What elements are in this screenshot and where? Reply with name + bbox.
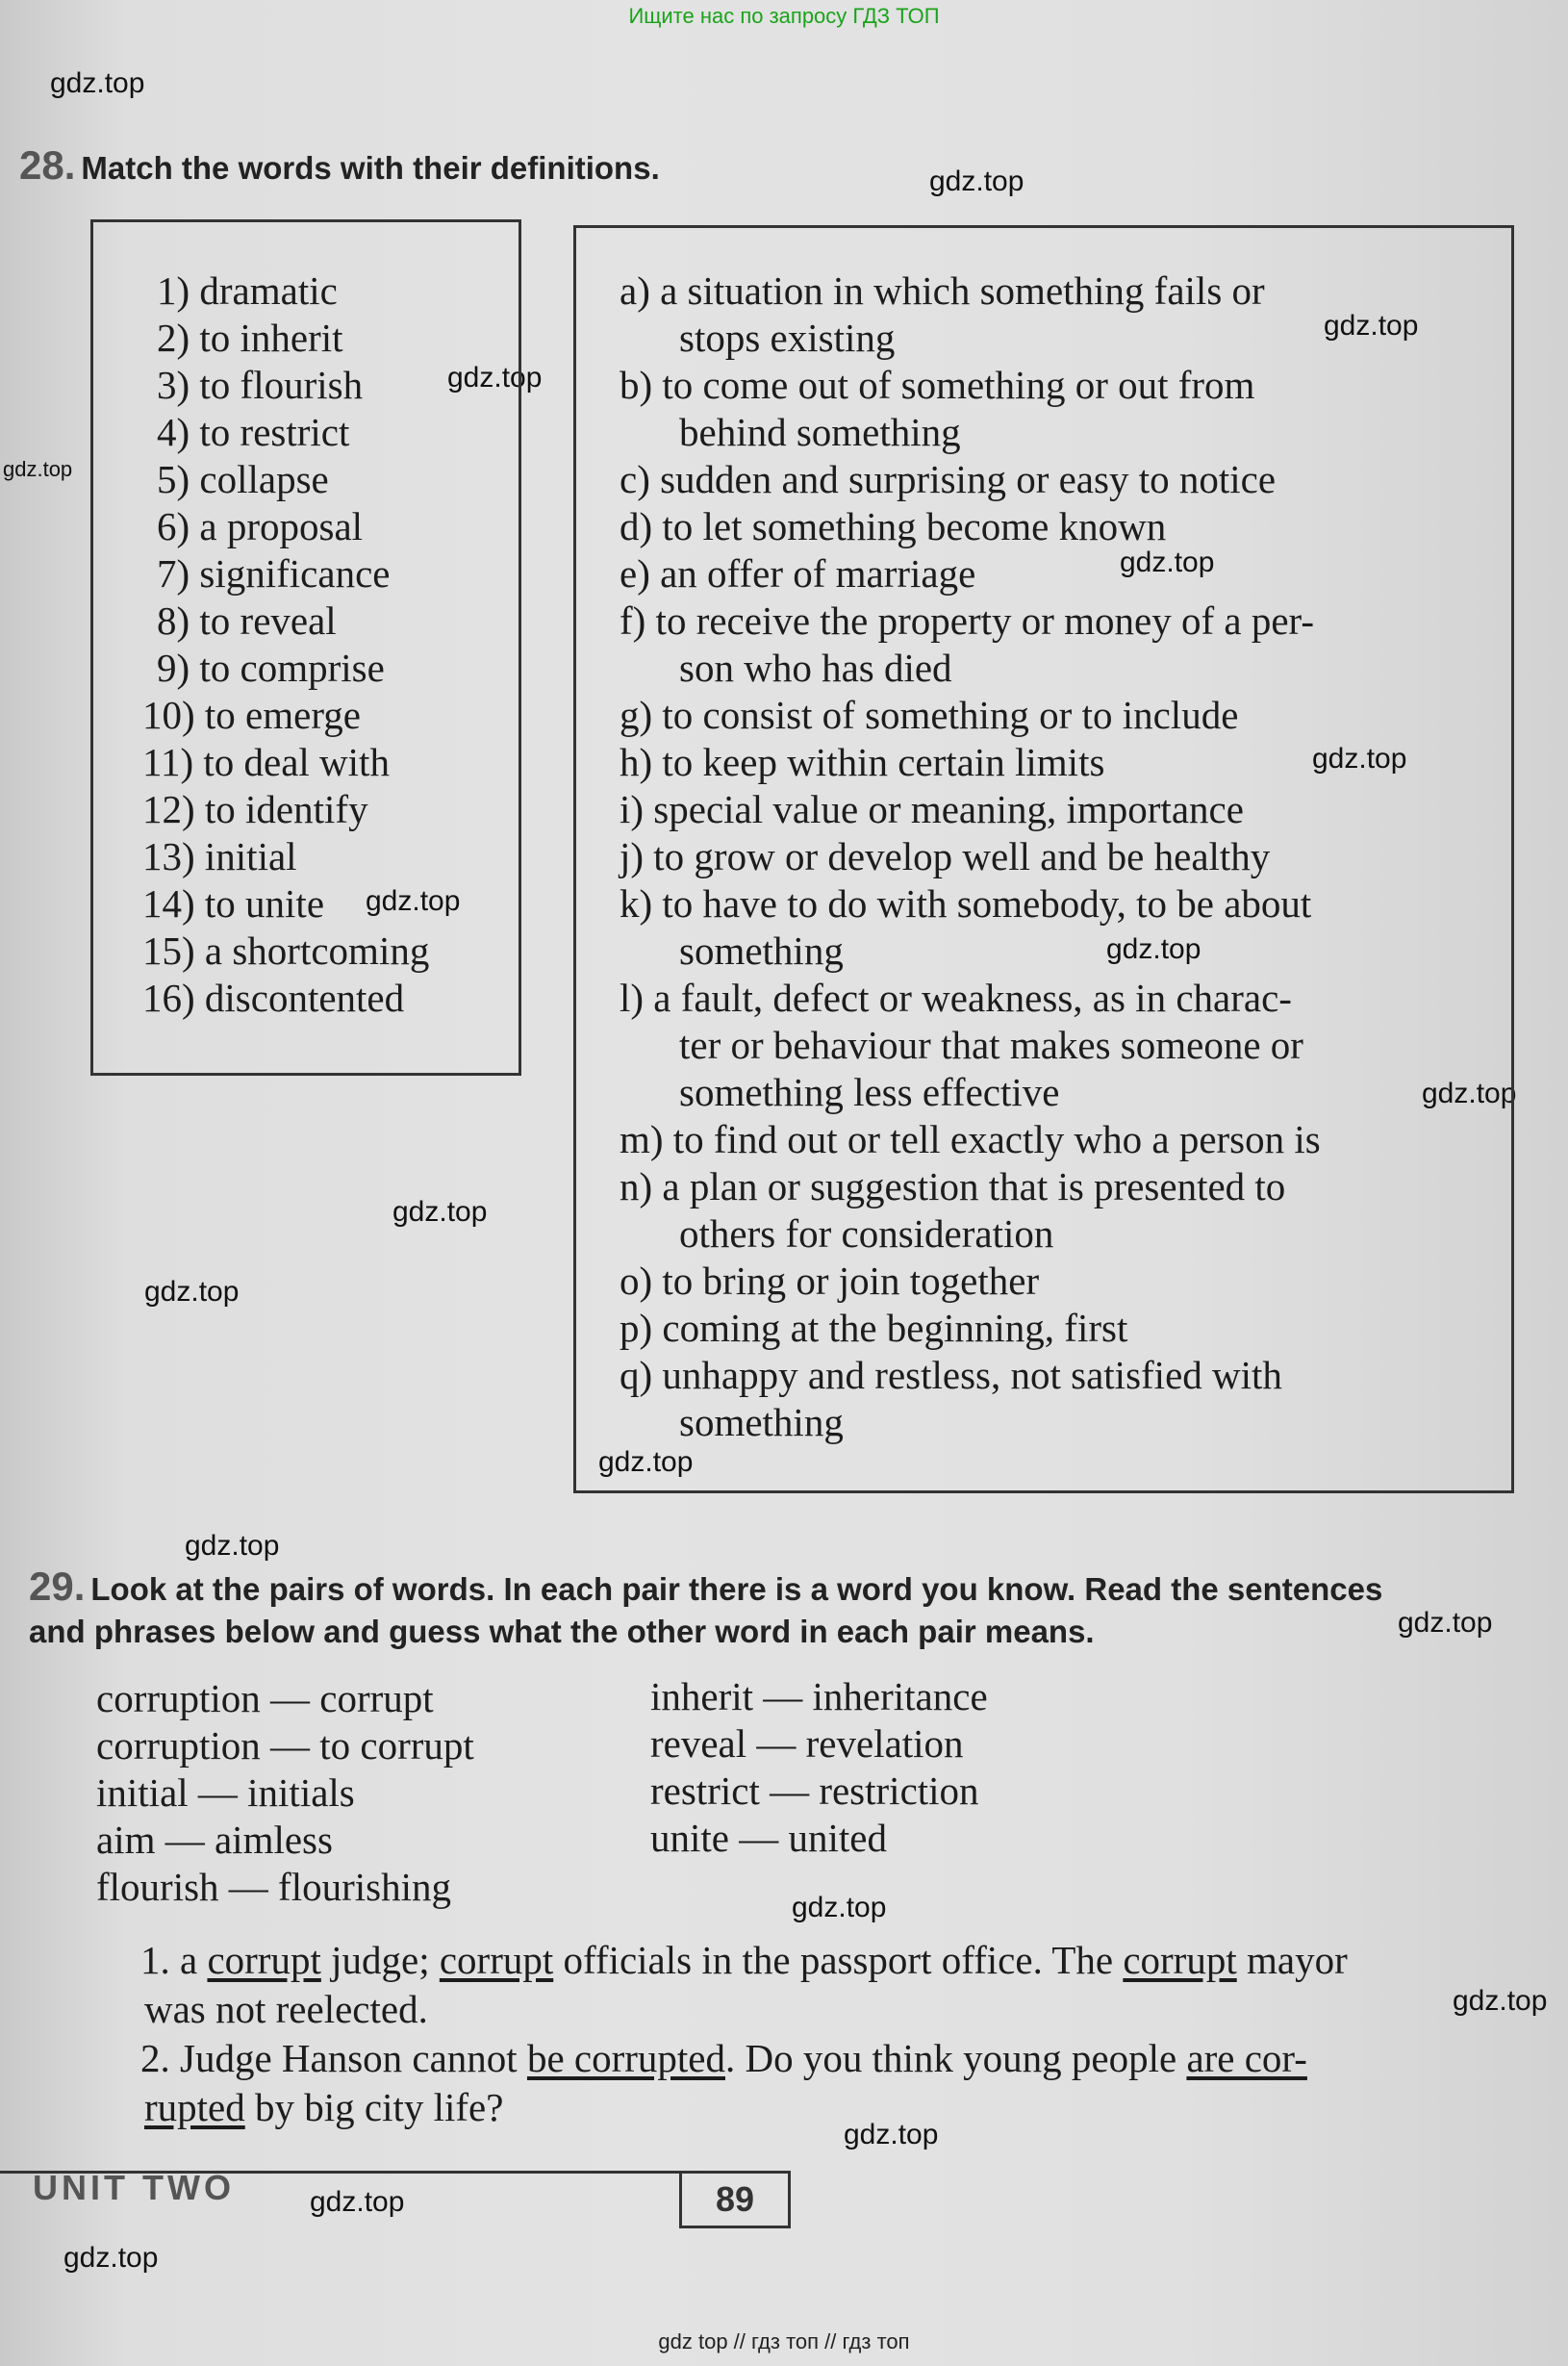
text: by big city life? (244, 2085, 504, 2129)
word-item: 8) to reveal (157, 598, 337, 643)
definition-line: q) unhappy and restless, not satisfied with (620, 1353, 1282, 1397)
top-banner[interactable]: Ищите нас по запросу ГДЗ ТОП (628, 4, 940, 28)
definition-line: son who has died (679, 646, 952, 690)
word-pair: flourish — flourishing (96, 1865, 451, 1909)
text: 1. a (140, 1938, 208, 1982)
word-item: 3) to flourish (157, 363, 364, 407)
watermark: gdz.top (366, 885, 461, 917)
word-item: 14) to unite (142, 881, 325, 926)
definition-line: j) to grow or develop well and be healthy (620, 834, 1271, 878)
watermark: gdz.top (844, 2119, 939, 2150)
word-item: 13) initial (142, 834, 297, 878)
word-pair: corruption — to corrupt (96, 1723, 474, 1768)
sentence-2-cont (144, 2084, 503, 2131)
underlined-word: be corrupted (526, 2036, 725, 2080)
watermark: gdz.top (1120, 547, 1215, 578)
watermark: gdz.top (1312, 743, 1407, 775)
exercise-number: 28. (19, 142, 76, 188)
bottom-banner[interactable]: gdz top // гдз топ // гдз топ (658, 2329, 910, 2353)
underlined-word: rupted (144, 2085, 245, 2129)
watermark: gdz.top (185, 1530, 280, 1562)
exercise-29-heading-cont: and phrases below and guess what the other word in each pair means. (29, 1614, 1095, 1649)
exercise-28-heading (19, 142, 660, 189)
definition-line: m) to find out or tell exactly who a person is (620, 1117, 1321, 1161)
sentence-1 (140, 1937, 1348, 1984)
definition-line: h) to keep within certain limits (620, 740, 1105, 784)
exercise-title: Look at the pairs of words. In each pair there is a word you know. Read the sentences (90, 1571, 1383, 1607)
definition-line: i) special value or meaning, importance (620, 787, 1244, 831)
exercise-title: Match the words with their definitions. (81, 150, 660, 186)
definition-line: e) an offer of marriage (620, 551, 976, 596)
watermark: gdz.top (310, 2186, 405, 2218)
word-pair: aim — aimless (96, 1818, 333, 1862)
definition-line: l) a fault, defect or weakness, as in charac- (620, 976, 1292, 1020)
word-item: 6) a proposal (157, 504, 364, 548)
word-item: 16) discontented (142, 976, 405, 1020)
word-pair: restrict — restriction (650, 1768, 979, 1813)
word-item: 2) to inherit (157, 316, 343, 360)
text: officials in the passport office. The (553, 1938, 1124, 1982)
word-pair: initial — initials (96, 1770, 355, 1815)
underlined-word: corrupt (207, 1938, 321, 1982)
definition-line: others for consideration (679, 1211, 1054, 1256)
watermark: gdz.top (144, 1276, 240, 1308)
watermark: gdz.top (598, 1446, 694, 1478)
watermark: gdz.top (50, 67, 145, 99)
definition-line: g) to consist of something or to include (620, 693, 1239, 737)
definition-line: a) a situation in which something fails or (620, 268, 1265, 313)
exercise-29-heading (29, 1564, 1382, 1610)
watermark: gdz.top (447, 362, 543, 394)
word-item: 11) to deal with (142, 740, 390, 784)
definition-line: n) a plan or suggestion that is presented to (620, 1164, 1286, 1208)
watermark: gdz.top (1453, 1985, 1548, 2017)
exercise-number: 29. (29, 1564, 86, 1609)
word-item: 12) to identify (142, 787, 368, 831)
word-item: 15) a shortcoming (142, 929, 430, 973)
watermark: gdz.top (392, 1196, 488, 1228)
definition-line: stops existing (679, 316, 896, 360)
definition-line: d) to let something become known (620, 504, 1167, 548)
watermark: gdz.top (792, 1892, 887, 1923)
definition-line: k) to have to do with somebody, to be about (620, 881, 1312, 926)
word-item: 1) dramatic (157, 268, 338, 313)
definition-line: something less effective (679, 1070, 1060, 1114)
word-pair: reveal — revelation (650, 1721, 964, 1766)
definition-line: f) to receive the property or money of a per- (620, 598, 1315, 643)
definition-line: c) sudden and surprising or easy to notice (620, 457, 1277, 501)
word-item: 4) to restrict (157, 410, 350, 454)
word-pair: unite — united (650, 1816, 887, 1860)
watermark: gdz.top (63, 2242, 159, 2274)
word-item: 9) to comprise (157, 646, 385, 690)
word-item: 7) significance (157, 551, 391, 596)
watermark: gdz.top (929, 165, 1024, 197)
watermark: gdz.top (1106, 933, 1201, 965)
definition-line: something (679, 929, 844, 973)
definition-line: ter or behaviour that makes someone or (679, 1023, 1303, 1067)
watermark: gdz.top (1398, 1607, 1493, 1639)
word-pair: inherit — inheritance (650, 1674, 988, 1718)
page-number: 89 (679, 2171, 791, 2228)
underlined-word: corrupt (439, 1938, 554, 1982)
unit-label: UNIT TWO (33, 2168, 235, 2207)
definition-line: o) to bring or join together (620, 1259, 1040, 1303)
word-item: 5) collapse (157, 457, 329, 501)
watermark: gdz.top (3, 457, 73, 481)
word-pair: corruption — corrupt (96, 1676, 434, 1720)
sentence-2 (140, 2035, 1307, 2082)
text: 2. Judge Hanson cannot (140, 2036, 527, 2080)
sentence-1-cont: was not reelected. (144, 1987, 428, 2031)
definition-line: b) to come out of something or out from (620, 363, 1255, 407)
underlined-word: corrupt (1123, 1938, 1237, 1982)
word-item: 10) to emerge (142, 693, 361, 737)
definition-line: behind something (679, 410, 961, 454)
text: . Do you think young people (725, 2036, 1187, 2080)
watermark: gdz.top (1422, 1078, 1517, 1109)
definition-line: something (679, 1400, 844, 1444)
definition-line: p) coming at the beginning, first (620, 1306, 1128, 1350)
text: judge; (320, 1938, 440, 1982)
watermark: gdz.top (1324, 310, 1419, 342)
text: mayor (1236, 1938, 1348, 1982)
underlined-word: are cor- (1186, 2036, 1307, 2080)
